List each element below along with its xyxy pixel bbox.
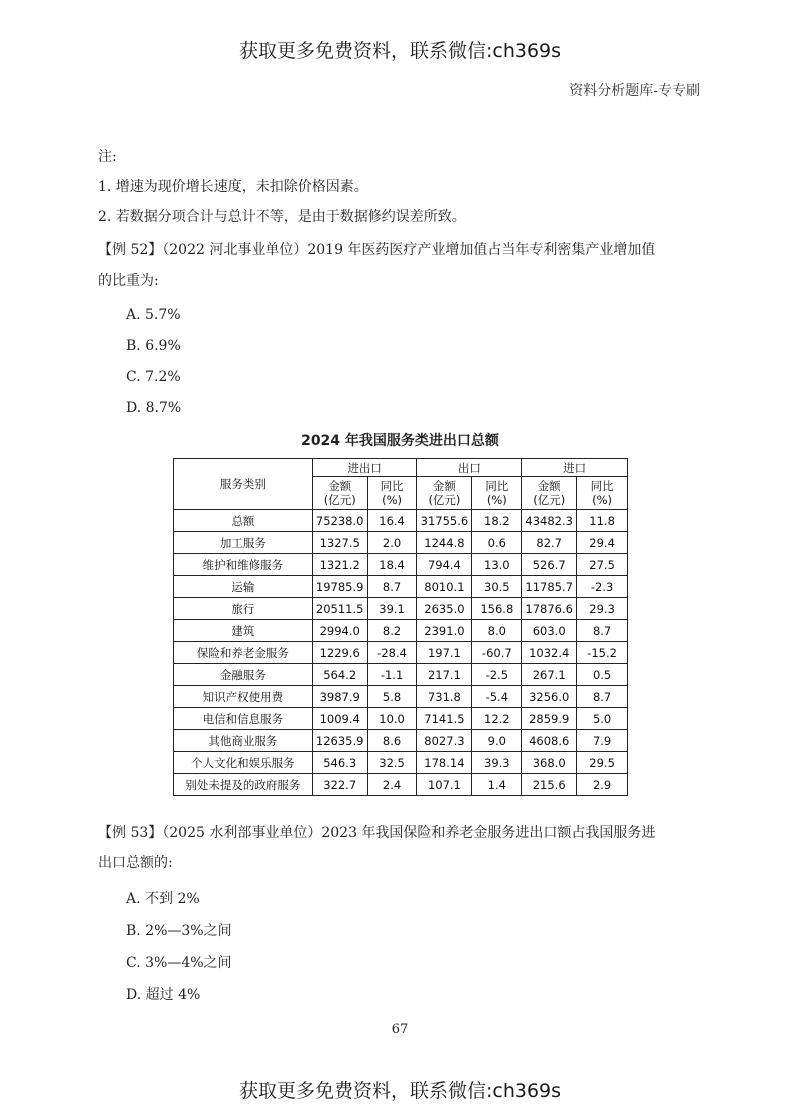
table-body bbox=[174, 510, 628, 796]
table-title: 2024 年我国服务类进出口总额 bbox=[301, 433, 499, 449]
row-value: 2.9 bbox=[577, 774, 628, 796]
header-amount: 金额 (亿元) bbox=[522, 477, 577, 510]
row-value: 267.1 bbox=[522, 664, 577, 686]
row-value: 18.4 bbox=[367, 554, 417, 576]
row-value: 156.8 bbox=[472, 598, 522, 620]
question-53-stem-cont: 出口总额的: bbox=[98, 855, 173, 871]
row-value: 5.8 bbox=[367, 686, 417, 708]
row-value: 11.8 bbox=[577, 510, 628, 532]
header-yoy: 同比 (%) bbox=[472, 477, 522, 510]
q53-option-c: C. 3%—4%之间 bbox=[126, 955, 232, 971]
row-value: 7141.5 bbox=[417, 708, 472, 730]
row-value: 7.9 bbox=[577, 730, 628, 752]
row-value: 2.0 bbox=[367, 532, 417, 554]
row-value: 8027.3 bbox=[417, 730, 472, 752]
row-category: 总额 bbox=[174, 510, 313, 532]
services-trade-table bbox=[173, 458, 628, 796]
row-value: -60.7 bbox=[472, 642, 522, 664]
row-value: 12635.9 bbox=[312, 730, 367, 752]
row-value: 178.14 bbox=[417, 752, 472, 774]
table-row bbox=[174, 730, 628, 752]
row-value: -15.2 bbox=[577, 642, 628, 664]
row-value: 82.7 bbox=[522, 532, 577, 554]
row-value: 1229.6 bbox=[312, 642, 367, 664]
row-category: 其他商业服务 bbox=[174, 730, 313, 752]
row-value: 16.4 bbox=[367, 510, 417, 532]
row-value: 31755.6 bbox=[417, 510, 472, 532]
row-category: 运输 bbox=[174, 576, 313, 598]
row-value: 13.0 bbox=[472, 554, 522, 576]
row-value: 27.5 bbox=[577, 554, 628, 576]
bottom-banner: 获取更多免费资料，联系微信:ch369s bbox=[238, 1080, 562, 1102]
row-category: 加工服务 bbox=[174, 532, 313, 554]
row-value: 10.0 bbox=[367, 708, 417, 730]
table-row bbox=[174, 576, 628, 598]
q53-option-d: D. 超过 4% bbox=[126, 987, 201, 1003]
table-row bbox=[174, 686, 628, 708]
note-item-1: 1. 增速为现价增长速度，未扣除价格因素。 bbox=[98, 179, 368, 195]
header-yoy: 同比 (%) bbox=[577, 477, 628, 510]
row-value: 1244.8 bbox=[417, 532, 472, 554]
q52-option-b: B. 6.9% bbox=[126, 338, 181, 354]
header-category: 服务类别 bbox=[174, 459, 313, 510]
row-category: 建筑 bbox=[174, 620, 313, 642]
q53-option-a: A. 不到 2% bbox=[126, 891, 200, 907]
question-52-stem: 【例 52】（2022 河北事业单位）2019 年医药医疗产业增加值占当年专利密集产业增加值 bbox=[98, 242, 656, 258]
row-value: 29.4 bbox=[577, 532, 628, 554]
row-category: 保险和养老金服务 bbox=[174, 642, 313, 664]
row-category: 个人文化和娱乐服务 bbox=[174, 752, 313, 774]
row-value: 2635.0 bbox=[417, 598, 472, 620]
row-value: 1032.4 bbox=[522, 642, 577, 664]
table-row bbox=[174, 664, 628, 686]
table-row bbox=[174, 708, 628, 730]
row-value: 39.3 bbox=[472, 752, 522, 774]
header-group-export: 出口 bbox=[417, 459, 522, 477]
row-value: 368.0 bbox=[522, 752, 577, 774]
row-category: 别处未提及的政府服务 bbox=[174, 774, 313, 796]
row-value: 30.5 bbox=[472, 576, 522, 598]
row-value: 8.7 bbox=[577, 686, 628, 708]
row-value: 1327.5 bbox=[312, 532, 367, 554]
header-amount: 金额 (亿元) bbox=[312, 477, 367, 510]
note-item-2: 2. 若数据分项合计与总计不等，是由于数据修约误差所致。 bbox=[98, 209, 466, 225]
header-group-import: 进口 bbox=[522, 459, 628, 477]
row-category: 电信和信息服务 bbox=[174, 708, 313, 730]
table-row bbox=[174, 598, 628, 620]
q53-option-b: B. 2%—3%之间 bbox=[126, 923, 232, 939]
row-value: -5.4 bbox=[472, 686, 522, 708]
row-value: 5.0 bbox=[577, 708, 628, 730]
table-row bbox=[174, 532, 628, 554]
row-value: 43482.3 bbox=[522, 510, 577, 532]
row-value: 322.7 bbox=[312, 774, 367, 796]
row-value: 29.5 bbox=[577, 752, 628, 774]
row-value: 794.4 bbox=[417, 554, 472, 576]
table-row bbox=[174, 642, 628, 664]
row-value: 8.2 bbox=[367, 620, 417, 642]
row-value: 9.0 bbox=[472, 730, 522, 752]
row-value: 2994.0 bbox=[312, 620, 367, 642]
table-row bbox=[174, 620, 628, 642]
row-value: 2391.0 bbox=[417, 620, 472, 642]
row-value: 20511.5 bbox=[312, 598, 367, 620]
q52-option-c: C. 7.2% bbox=[126, 369, 181, 385]
row-value: 2.4 bbox=[367, 774, 417, 796]
row-value: 526.7 bbox=[522, 554, 577, 576]
table-row bbox=[174, 774, 628, 796]
row-value: 8.0 bbox=[472, 620, 522, 642]
row-value: 546.3 bbox=[312, 752, 367, 774]
row-value: 217.1 bbox=[417, 664, 472, 686]
table-row bbox=[174, 510, 628, 532]
question-53-stem: 【例 53】（2025 水利部事业单位）2023 年我国保险和养老金服务进出口额占我国服务进 bbox=[98, 825, 656, 841]
q52-option-a: A. 5.7% bbox=[126, 307, 181, 323]
row-value: -2.5 bbox=[472, 664, 522, 686]
question-52-stem-cont: 的比重为: bbox=[98, 273, 159, 289]
row-value: 564.2 bbox=[312, 664, 367, 686]
row-value: 17876.6 bbox=[522, 598, 577, 620]
row-value: -1.1 bbox=[367, 664, 417, 686]
row-value: 8010.1 bbox=[417, 576, 472, 598]
table-row bbox=[174, 752, 628, 774]
row-value: -28.4 bbox=[367, 642, 417, 664]
row-value: 603.0 bbox=[522, 620, 577, 642]
row-value: 11785.7 bbox=[522, 576, 577, 598]
row-value: 1.4 bbox=[472, 774, 522, 796]
row-value: 4608.6 bbox=[522, 730, 577, 752]
row-value: -2.3 bbox=[577, 576, 628, 598]
row-value: 8.6 bbox=[367, 730, 417, 752]
header-amount: 金额 (亿元) bbox=[417, 477, 472, 510]
running-header: 资料分析题库-专专刷 bbox=[569, 83, 700, 99]
row-value: 107.1 bbox=[417, 774, 472, 796]
row-value: 12.2 bbox=[472, 708, 522, 730]
row-value: 19785.9 bbox=[312, 576, 367, 598]
top-banner: 获取更多免费资料，联系微信:ch369s bbox=[238, 40, 562, 62]
row-category: 金融服务 bbox=[174, 664, 313, 686]
notes-label: 注: bbox=[98, 149, 117, 165]
row-value: 8.7 bbox=[367, 576, 417, 598]
page-number: 67 bbox=[391, 1022, 409, 1037]
row-value: 75238.0 bbox=[312, 510, 367, 532]
row-value: 1009.4 bbox=[312, 708, 367, 730]
row-value: 1321.2 bbox=[312, 554, 367, 576]
header-yoy: 同比 (%) bbox=[367, 477, 417, 510]
row-value: 731.8 bbox=[417, 686, 472, 708]
q52-option-d: D. 8.7% bbox=[126, 400, 182, 416]
row-value: 2859.9 bbox=[522, 708, 577, 730]
row-value: 3987.9 bbox=[312, 686, 367, 708]
row-category: 维护和维修服务 bbox=[174, 554, 313, 576]
row-value: 3256.0 bbox=[522, 686, 577, 708]
row-category: 知识产权使用费 bbox=[174, 686, 313, 708]
row-value: 215.6 bbox=[522, 774, 577, 796]
row-value: 39.1 bbox=[367, 598, 417, 620]
row-value: 29.3 bbox=[577, 598, 628, 620]
row-value: 8.7 bbox=[577, 620, 628, 642]
row-value: 18.2 bbox=[472, 510, 522, 532]
header-group-total: 进出口 bbox=[312, 459, 417, 477]
row-value: 197.1 bbox=[417, 642, 472, 664]
row-category: 旅行 bbox=[174, 598, 313, 620]
row-value: 32.5 bbox=[367, 752, 417, 774]
row-value: 0.5 bbox=[577, 664, 628, 686]
row-value: 0.6 bbox=[472, 532, 522, 554]
table-row bbox=[174, 554, 628, 576]
